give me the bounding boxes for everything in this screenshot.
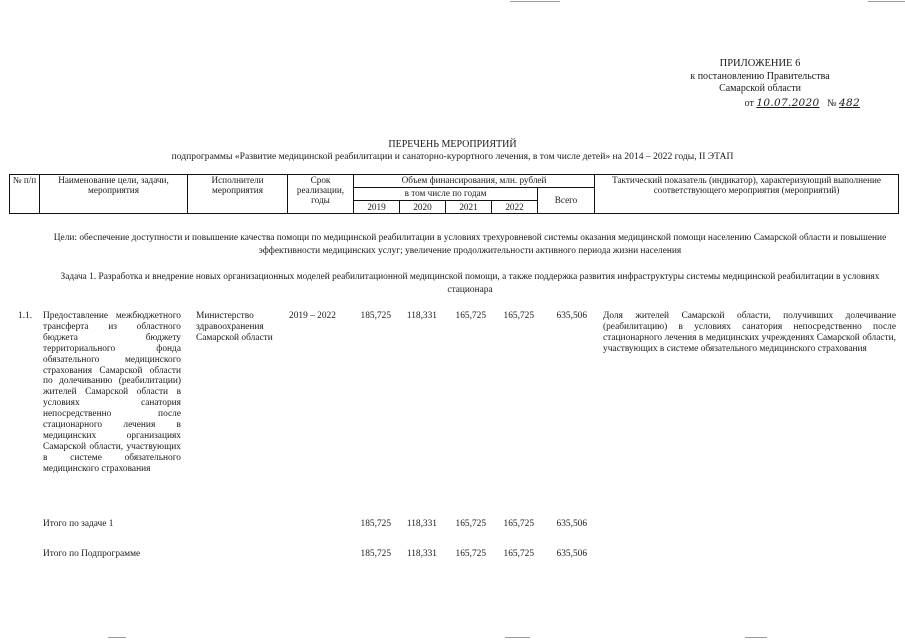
document-subtitle: подпрограммы «Развитие медицинской реабилитации и санаторно-курортного лечения, в том числе детей» на 2014 – 2022 годы, II ЭТАП [171,151,734,162]
total-task-2019: 185,725 [360,519,391,529]
handwritten-number: 482 [839,96,860,109]
total-task-all: 635,506 [556,519,587,529]
total-subprogram-2022: 165,725 [503,549,534,559]
header-table [9,174,899,214]
row-period: 2019 – 2022 [289,311,336,321]
scan-artifact-bottom-mid [505,637,530,638]
total-task-label: Итого по задаче 1 [43,519,114,529]
header-name: Наименование цели, задачи, мероприятия [40,175,188,214]
row-value-2022: 165,725 [503,311,534,321]
header-year-2020: 2020 [400,201,446,214]
row-indicator: Доля жителей Самарской области, получивших долечивание (реабилитацию) в условиях санатория непосредственно после стационарного лечения в медицинских учреждениях Самарской области, участвующих в системе обязательного медицинского страхования [603,311,896,354]
date-prefix: от [744,97,754,109]
header-executor: Исполнители мероприятия [188,175,288,214]
number-prefix: № [827,97,837,109]
header-year-2022: 2022 [492,201,538,214]
appendix-line-2: Самарской области [719,82,801,94]
header-total: Всего [538,188,595,214]
row-value-2019: 185,725 [360,311,391,321]
total-subprogram-all: 635,506 [556,549,587,559]
total-task-2022: 165,725 [503,519,534,529]
total-task-2021: 165,725 [455,519,486,529]
scan-artifact-bottom-right [745,637,767,638]
header-year-2021: 2021 [446,201,492,214]
header-period: Срок реализации, годы [288,175,354,214]
goals-text: Цели: обеспечение доступности и повышение качества помощи по медицинской реабилитации в условиях трехуровневой системы оказания медицинской помощи населению Самарской области и повышение эффективности медицинских услуг; увеличение продолжительности активного периода жизни населения [53,233,887,256]
header-by-years: в том числе по годам [354,188,538,201]
total-subprogram-label: Итого по Подпрограмме [43,549,141,559]
appendix-title: ПРИЛОЖЕНИЕ 6 [719,58,801,69]
header-num: № п/п [10,175,40,214]
row-name: Предоставление межбюджетного трансферта из областного бюджета бюджету территориального фонда обязательного медицинского страхования Самарской области по долечиванию (реабилитации) жителей Самарской области в условиях санатория непосредственно после стационарного лечения в медицинских организациях Самарской области, участвующих в системе обязательного медицинского страхования [43,311,181,474]
header-financing: Объем финансирования, млн. рублей [354,175,595,188]
scan-artifact-top [510,1,560,2]
total-subprogram-2021: 165,725 [455,549,486,559]
scan-artifact-top-right [868,1,905,2]
header-year-2019: 2019 [354,201,400,214]
total-subprogram-2020: 118,331 [406,549,437,559]
row-value-2021: 165,725 [455,311,486,321]
handwritten-date: 10.07.2020 [756,96,820,109]
order-date-line [660,97,860,110]
row-value-total: 635,506 [556,311,587,321]
appendix-block [660,58,860,110]
row-num: 1.1. [18,311,33,321]
appendix-line-1: к постановлению Правительства [690,70,830,82]
task-text: Задача 1. Разработка и внедрение новых организационных моделей реабилитационной медицинской помощи, а также поддержка развития инфраструктуры системы медицинской реабилитации в условиях стационара [60,272,880,295]
header-indicator: Тактический показатель (индикатор), характеризующий выполнение соответствующего мероприятия (мероприятий) [595,175,899,214]
total-subprogram-2019: 185,725 [360,549,391,559]
row-executor: Министерство здравоохранения Самарской области [196,311,273,343]
row-value-2020: 118,331 [406,311,437,321]
total-task-2020: 118,331 [406,519,437,529]
scan-artifact-bottom-left [108,637,126,638]
document-title: ПЕРЕЧЕНЬ МЕРОПРИЯТИЙ [388,139,517,150]
